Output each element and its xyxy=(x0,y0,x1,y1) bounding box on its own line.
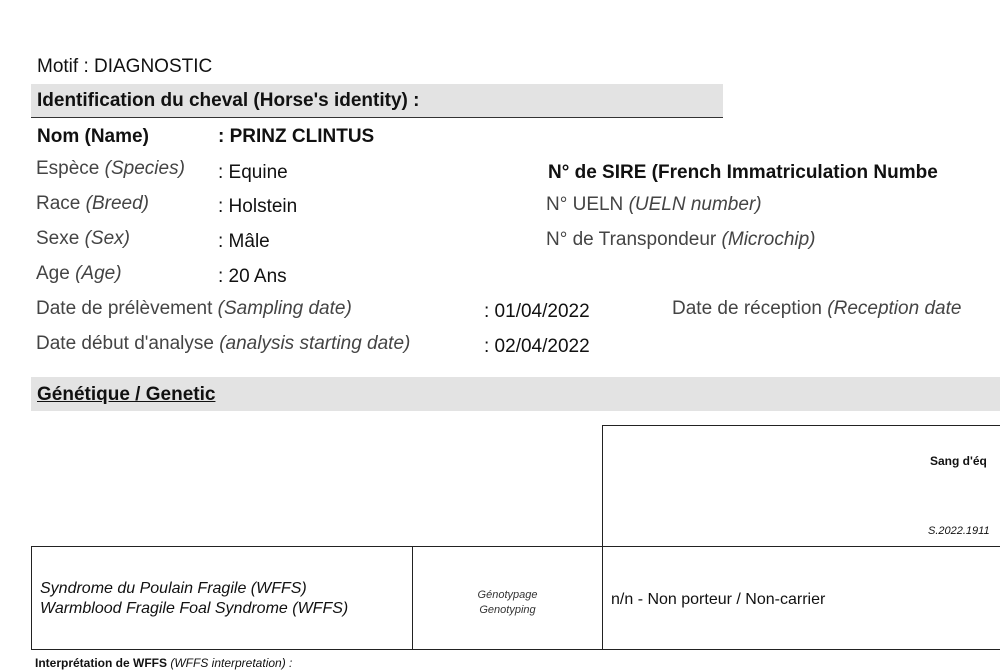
method-fr: Génotypage xyxy=(477,589,538,601)
name-value: : PRINZ CLINTUS xyxy=(218,126,375,147)
motif-line: Motif : DIAGNOSTIC xyxy=(37,56,213,77)
interpretation-label-fr: Interprétation de WFFS xyxy=(35,656,167,670)
table-header-ref: S.2022.1911 xyxy=(928,525,990,537)
age-label xyxy=(36,263,122,285)
breed-label xyxy=(36,193,149,215)
analysis-date-label-fr: Date début d'analyse xyxy=(36,333,214,354)
reception-date-label-en: (Reception date xyxy=(827,298,962,319)
sampling-date-label xyxy=(36,298,352,320)
ueln-label xyxy=(546,194,762,216)
method-en: Genotyping xyxy=(479,604,536,616)
age-value: : 20 Ans xyxy=(218,266,287,287)
microchip-label xyxy=(546,229,816,251)
reception-date-label xyxy=(672,298,961,320)
breed-label-en: (Breed) xyxy=(85,193,149,214)
ueln-label-fr: N° UELN xyxy=(546,194,624,215)
breed-label-fr: Race xyxy=(36,193,81,214)
interpretation-label-en: (WFFS interpretation) : xyxy=(170,656,293,670)
species-label-en: (Species) xyxy=(104,158,185,179)
analysis-date-label-en: (analysis starting date) xyxy=(219,333,411,354)
species-label-fr: Espèce xyxy=(36,158,100,179)
sampling-date-label-fr: Date de prélèvement xyxy=(36,298,213,319)
age-label-fr: Age xyxy=(36,263,70,284)
ueln-label-en: (UELN number) xyxy=(628,194,762,215)
sex-value: : Mâle xyxy=(218,231,270,252)
sex-label-en: (Sex) xyxy=(84,228,130,249)
sex-label-fr: Sexe xyxy=(36,228,80,249)
table-header-sample: Sang d'éq xyxy=(930,454,987,468)
interpretation-label xyxy=(35,656,292,670)
sampling-date-value: : 01/04/2022 xyxy=(484,301,590,322)
sex-label xyxy=(36,228,130,250)
genetic-title: Génétique / Genetic xyxy=(37,384,216,405)
analysis-date-value: : 02/04/2022 xyxy=(484,336,590,357)
microchip-label-en: (Microchip) xyxy=(721,229,816,250)
breed-value: : Holstein xyxy=(218,196,298,217)
sampling-date-label-en: (Sampling date) xyxy=(217,298,352,319)
microchip-label-fr: N° de Transpondeur xyxy=(546,229,717,250)
identification-title: Identification du cheval (Horse's identity) : xyxy=(37,90,420,111)
test-name-en: Warmblood Fragile Foal Syndrome (WFFS) xyxy=(40,600,349,617)
sire-label: N° de SIRE (French Immatriculation Numbe xyxy=(548,162,938,183)
test-name-fr: Syndrome du Poulain Fragile (WFFS) xyxy=(40,580,307,597)
age-label-en: (Age) xyxy=(75,263,122,284)
analysis-date-label xyxy=(36,333,410,355)
species-label xyxy=(36,158,185,180)
species-value: : Equine xyxy=(218,162,288,183)
reception-date-label-fr: Date de réception xyxy=(672,298,822,319)
result-value: n/n - Non porteur / Non-carrier xyxy=(611,591,826,608)
name-label: Nom (Name) xyxy=(37,126,149,147)
